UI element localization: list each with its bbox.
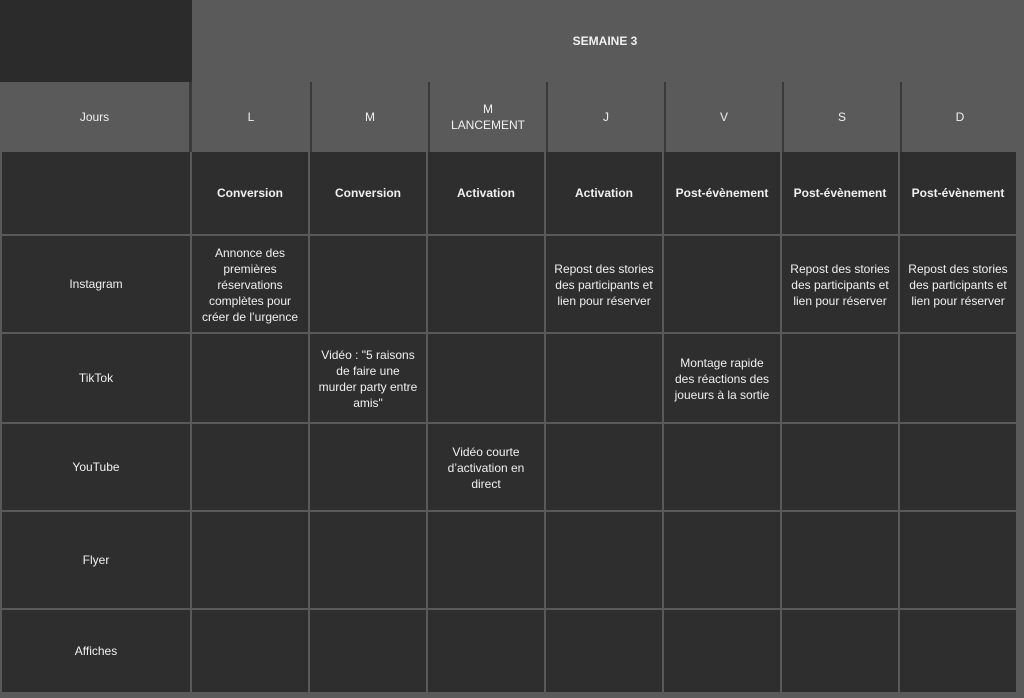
plan-cell (192, 334, 310, 424)
plan-cell (428, 236, 546, 334)
phase-cell: Post-évènement (782, 152, 900, 236)
phase-cell: Conversion (310, 152, 428, 236)
plan-cell (428, 334, 546, 424)
plan-cell (664, 424, 782, 512)
plan-cell (310, 610, 428, 694)
day-header (664, 82, 782, 152)
phase-cell: Conversion (192, 152, 310, 236)
day-header-letter: S (837, 110, 846, 124)
day-header (192, 82, 310, 152)
plan-cell: Vidéo courte d’activation en direct (428, 424, 546, 512)
plan-cell (192, 424, 310, 512)
day-header-letter: V (719, 110, 728, 124)
plan-cell (900, 334, 1018, 424)
phase-cell: Post-évènement (664, 152, 782, 236)
plan-cell (546, 424, 664, 512)
week-title: SEMAINE 3 (192, 0, 1018, 82)
plan-cell: Repost des stories des participants et lien pour réserver (900, 236, 1018, 334)
day-header-letter: M (482, 102, 493, 116)
plan-cell (664, 610, 782, 694)
phase-row-label (0, 152, 192, 236)
table-corner (0, 0, 192, 82)
plan-cell (192, 610, 310, 694)
plan-cell (782, 610, 900, 694)
day-header (428, 82, 546, 152)
plan-cell: Repost des stories des participants et lien pour réserver (546, 236, 664, 334)
plan-cell (900, 512, 1018, 610)
channel-label-instagram: Instagram (0, 236, 192, 334)
phase-cell: Activation (428, 152, 546, 236)
plan-cell (664, 236, 782, 334)
plan-cell (428, 512, 546, 610)
plan-cell (546, 512, 664, 610)
plan-cell (900, 610, 1018, 694)
plan-cell (782, 424, 900, 512)
plan-cell (546, 610, 664, 694)
day-header (546, 82, 664, 152)
day-header-letter: D (955, 110, 965, 124)
channel-label-tiktok: TikTok (0, 334, 192, 424)
phase-cell: Post-évènement (900, 152, 1018, 236)
plan-cell (782, 334, 900, 424)
channel-label-youtube: YouTube (0, 424, 192, 512)
plan-cell: Montage rapide des réactions des joueurs à la sortie (664, 334, 782, 424)
channel-label-flyer: Flyer (0, 512, 192, 610)
plan-cell (310, 424, 428, 512)
day-header (782, 82, 900, 152)
days-label: Jours (0, 82, 192, 152)
plan-cell (664, 512, 782, 610)
plan-cell: Repost des stories des participants et lien pour réserver (782, 236, 900, 334)
phase-cell: Activation (546, 152, 664, 236)
day-header-letter: M (365, 110, 375, 124)
plan-cell (192, 512, 310, 610)
plan-cell: Vidéo : "5 raisons de faire une murder party entre amis" (310, 334, 428, 424)
day-header-letter: J (603, 110, 609, 124)
plan-cell (310, 512, 428, 610)
plan-cell (310, 236, 428, 334)
day-header (900, 82, 1018, 152)
plan-cell (546, 334, 664, 424)
day-header-note: LANCEMENT (450, 118, 525, 132)
plan-cell (900, 424, 1018, 512)
plan-cell (782, 512, 900, 610)
day-header (310, 82, 428, 152)
plan-cell (428, 610, 546, 694)
plan-cell: Annonce des premières réservations complètes pour créer de l’urgence (192, 236, 310, 334)
channel-label-affiches: Affiches (0, 610, 192, 694)
day-header-letter: L (247, 110, 255, 124)
